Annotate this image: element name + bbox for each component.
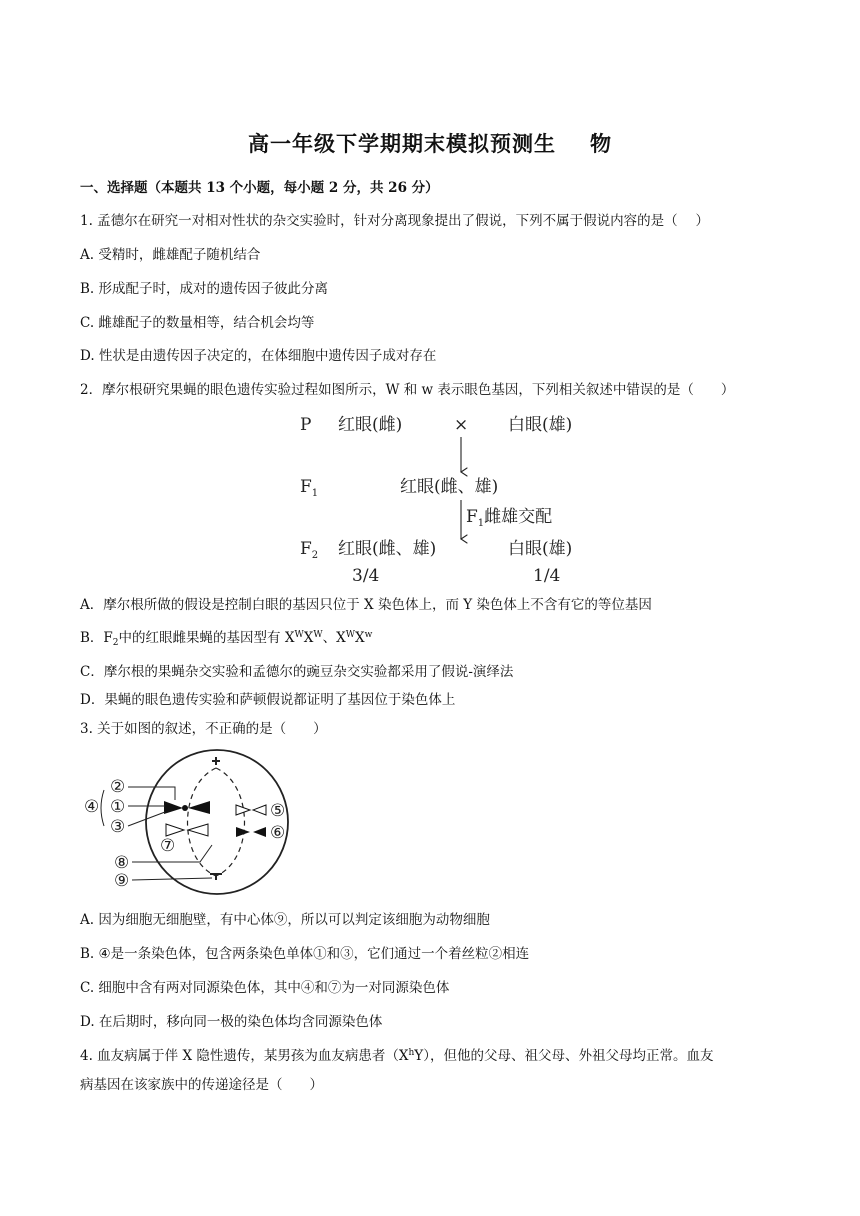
q2-option-c: C．摩尔根的果蝇杂交实验和孟德尔的豌豆杂交实验都采用了假说-演绎法: [80, 664, 514, 680]
brace-4: [101, 790, 104, 826]
p-female: 红眼(雌): [338, 415, 403, 435]
chromosome-1: [164, 801, 210, 814]
q1-option-c: C. 雌雄配子的数量相等，结合机会均等: [80, 315, 315, 331]
p-label: P: [300, 415, 312, 435]
chromosome-6: [236, 827, 266, 837]
section-heading: 一、选择题（本题共 13 个小题，每小题 2 分，共 26 分）: [80, 180, 439, 196]
chromosome-5: [236, 805, 266, 815]
f2-white-ratio: 1/4: [533, 566, 561, 586]
cell-label-5: ⑤: [270, 801, 286, 821]
f2-label: $F_2$: [300, 539, 319, 561]
spindle-left: [188, 768, 217, 876]
q1-option-a: A. 受精时，雌雄配子随机结合: [80, 247, 261, 263]
q4-stem-line1: 4. 血友病属于伴 X 隐性遗传，某男孩为血友病患者$(X^hY)$，但他的父母、祖父母、外祖父母均正常。血友: [80, 1048, 714, 1064]
cell-label-8: ⑧: [114, 853, 130, 873]
cell-label-6: ⑥: [270, 823, 286, 843]
leader-8: [132, 845, 212, 862]
leader-3: [128, 812, 165, 826]
chromosome-7: [166, 824, 208, 836]
title-tail: 物: [590, 131, 612, 156]
q3-option-d: D. 在后期时，移向同一极的染色体均含同源染色体: [80, 1014, 383, 1030]
cell-label-9: ⑨: [114, 871, 130, 891]
f1-offspring: 红眼(雌、雄): [400, 477, 499, 497]
mating-label: $F_1$雌雄交配: [466, 507, 553, 529]
cell-label-1: ①: [110, 797, 126, 817]
page-title: [0, 128, 860, 158]
leader-9: [132, 878, 212, 880]
leader-2: [128, 787, 175, 800]
q2-stem: 2．摩尔根研究果蝇的眼色遗传实验过程如图所示，W 和 w 表示眼色基因，下列相关叙述中错误的是（ ）: [80, 382, 735, 398]
f2-red-ratio: 3/4: [352, 566, 380, 586]
q2-option-d: D．果蝇的眼色遗传实验和萨顿假说都证明了基因位于染色体上: [80, 692, 456, 708]
title-main: 高一年级下学期期末模拟预测生: [248, 131, 556, 156]
p-male: 白眼(雄): [508, 415, 573, 435]
cell-label-7: ⑦: [160, 836, 176, 856]
q2-option-b: B．$F_2$中的红眼雌果蝇的基因型有 $X^WX^W$、$X^WX^w$: [80, 630, 373, 648]
q1-stem: 1. 孟德尔在研究一对相对性状的杂交实验时，针对分离现象提出了假说，下列不属于假说内容的是（ ）: [80, 213, 709, 229]
q3-option-b: B. ④是一条染色体，包含两条染色单体①和③，它们通过一个着丝粒②相连: [80, 946, 530, 962]
cell-label-2: ②: [110, 777, 126, 797]
cell-membrane: [146, 750, 288, 894]
f1-label: $F_1$: [300, 477, 319, 499]
q3-stem: 3. 关于如图的叙述，不正确的是（ ）: [80, 721, 327, 737]
cross-symbol: ×: [454, 415, 469, 435]
centriole-bottom: [210, 874, 222, 880]
cell-label-3: ③: [110, 817, 126, 837]
q3-option-a: A. 因为细胞无细胞壁，有中心体⑨，所以可以判定该细胞为动物细胞: [80, 912, 490, 928]
q4-stem-line2: 病基因在该家族中的传递途径是（ ）: [80, 1077, 323, 1093]
centriole-top: [212, 757, 220, 765]
cell-label-4: ④: [84, 797, 100, 817]
q1-option-d: D. 性状是由遗传因子决定的，在体细胞中遗传因子成对存在: [80, 348, 437, 364]
q1-option-b: B. 形成配子时，成对的遗传因子彼此分离: [80, 281, 329, 297]
spindle-right: [216, 768, 245, 876]
q3-option-c: C. 细胞中含有两对同源染色体，其中④和⑦为一对同源染色体: [80, 980, 450, 996]
f2-red-eye: 红眼(雌、雄): [338, 539, 437, 559]
q2-option-a: A．摩尔根所做的假设是控制白眼的基因只位于 X 染色体上，而 Y 染色体上不含有它的等位基因: [80, 597, 652, 613]
f2-white-eye: 白眼(雄): [508, 539, 573, 559]
